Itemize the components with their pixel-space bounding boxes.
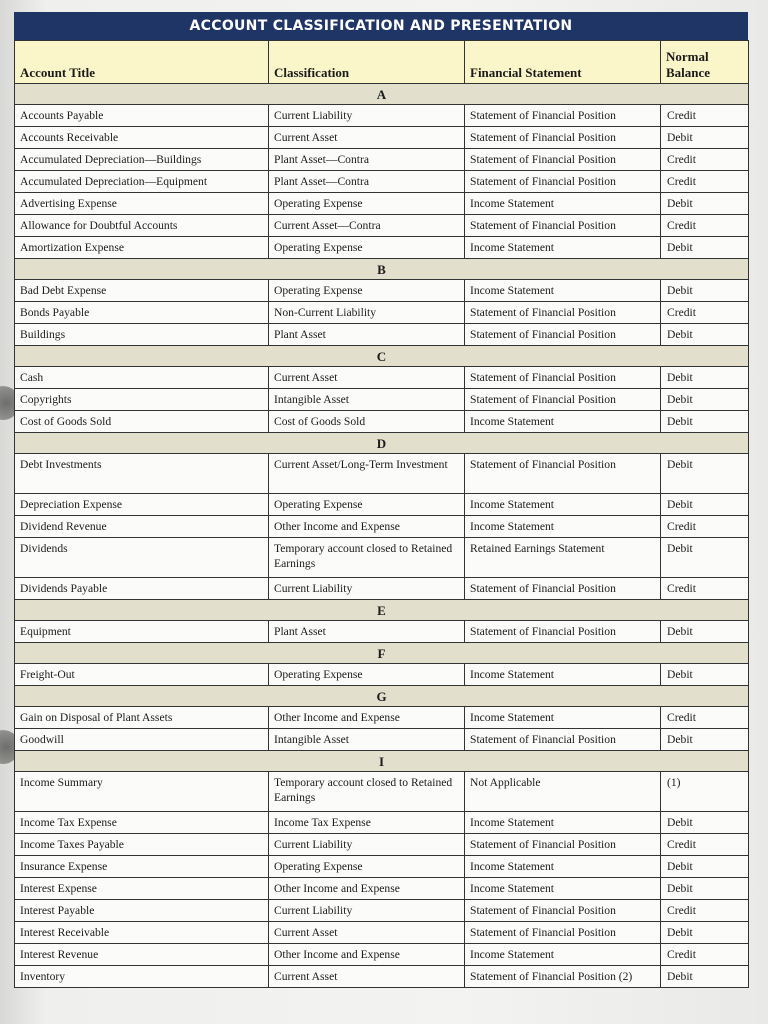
section-letter-row xyxy=(15,259,749,280)
cell-financial-statement: Statement of Financial Position xyxy=(465,215,661,237)
cell-normal-balance: Debit xyxy=(661,367,749,389)
table-row xyxy=(15,966,749,988)
cell-account-title: Accounts Receivable xyxy=(15,127,269,149)
cell-account-title: Inventory xyxy=(15,966,269,988)
cell-account-title: Bad Debt Expense xyxy=(15,280,269,302)
cell-financial-statement: Statement of Financial Position xyxy=(465,454,661,494)
cell-account-title: Accumulated Depreciation—Equipment xyxy=(15,171,269,193)
cell-classification: Operating Expense xyxy=(269,856,465,878)
cell-financial-statement: Statement of Financial Position xyxy=(465,578,661,600)
table-row xyxy=(15,494,749,516)
cell-financial-statement: Statement of Financial Position xyxy=(465,127,661,149)
cell-normal-balance: Debit xyxy=(661,454,749,494)
cell-normal-balance: Debit xyxy=(661,389,749,411)
section-letter-row xyxy=(15,751,749,772)
section-letter-row xyxy=(15,643,749,664)
header-financial-statement: Financial Statement xyxy=(465,41,661,84)
cell-classification: Operating Expense xyxy=(269,193,465,215)
table-row xyxy=(15,149,749,171)
cell-financial-statement: Statement of Financial Position xyxy=(465,621,661,643)
cell-financial-statement: Income Statement xyxy=(465,707,661,729)
cell-classification: Plant Asset—Contra xyxy=(269,171,465,193)
section-letter-cell xyxy=(15,751,749,772)
cell-normal-balance: Debit xyxy=(661,812,749,834)
table-row xyxy=(15,878,749,900)
cell-classification: Other Income and Expense xyxy=(269,707,465,729)
cell-normal-balance: Credit xyxy=(661,516,749,538)
classification-table xyxy=(14,40,749,988)
cell-financial-statement: Income Statement xyxy=(465,878,661,900)
section-letter-row xyxy=(15,600,749,621)
cell-financial-statement: Statement of Financial Position xyxy=(465,324,661,346)
cell-classification: Current Asset xyxy=(269,127,465,149)
section-letter: A xyxy=(376,86,387,102)
table-row xyxy=(15,454,749,494)
section-letter-row xyxy=(15,346,749,367)
cell-account-title: Copyrights xyxy=(15,389,269,411)
cell-normal-balance: Debit xyxy=(661,621,749,643)
cell-account-title: Income Taxes Payable xyxy=(15,834,269,856)
cell-normal-balance: Debit xyxy=(661,193,749,215)
table-row xyxy=(15,856,749,878)
section-letter: D xyxy=(376,435,387,451)
section-letter-cell xyxy=(15,433,749,454)
classification-document xyxy=(14,12,748,988)
cell-account-title: Amortization Expense xyxy=(15,237,269,259)
cell-normal-balance: Credit xyxy=(661,149,749,171)
cell-classification: Current Liability xyxy=(269,105,465,127)
table-row xyxy=(15,237,749,259)
cell-classification: Intangible Asset xyxy=(269,729,465,751)
cell-account-title: Income Summary xyxy=(15,772,269,812)
cell-classification: Temporary account closed to Retained Earnings xyxy=(269,538,465,578)
cell-account-title: Equipment xyxy=(15,621,269,643)
cell-account-title: Goodwill xyxy=(15,729,269,751)
cell-normal-balance: Debit xyxy=(661,538,749,578)
table-header-row xyxy=(15,41,749,84)
header-account-title: Account Title xyxy=(15,41,269,84)
section-letter-cell xyxy=(15,643,749,664)
table-row xyxy=(15,302,749,324)
cell-classification: Current Liability xyxy=(269,578,465,600)
table-row xyxy=(15,280,749,302)
section-letter-cell xyxy=(15,686,749,707)
page-title: ACCOUNT CLASSIFICATION AND PRESENTATION xyxy=(14,12,748,40)
section-letter: G xyxy=(376,688,387,704)
table-row xyxy=(15,707,749,729)
cell-normal-balance: Debit xyxy=(661,127,749,149)
cell-classification: Current Asset xyxy=(269,966,465,988)
cell-normal-balance: Credit xyxy=(661,105,749,127)
cell-classification: Operating Expense xyxy=(269,664,465,686)
cell-classification: Non-Current Liability xyxy=(269,302,465,324)
cell-account-title: Freight-Out xyxy=(15,664,269,686)
cell-account-title: Accounts Payable xyxy=(15,105,269,127)
table-row xyxy=(15,171,749,193)
cell-financial-statement: Statement of Financial Position xyxy=(465,149,661,171)
cell-financial-statement: Statement of Financial Position xyxy=(465,389,661,411)
header-classification: Classification xyxy=(269,41,465,84)
cell-financial-statement: Income Statement xyxy=(465,664,661,686)
cell-financial-statement: Income Statement xyxy=(465,411,661,433)
table-row xyxy=(15,812,749,834)
cell-classification: Plant Asset—Contra xyxy=(269,149,465,171)
cell-account-title: Accumulated Depreciation—Buildings xyxy=(15,149,269,171)
cell-normal-balance: Credit xyxy=(661,944,749,966)
table-row xyxy=(15,215,749,237)
table-row xyxy=(15,578,749,600)
cell-classification: Current Liability xyxy=(269,834,465,856)
cell-account-title: Depreciation Expense xyxy=(15,494,269,516)
cell-normal-balance: Debit xyxy=(661,966,749,988)
cell-normal-balance: Credit xyxy=(661,707,749,729)
cell-normal-balance: Debit xyxy=(661,856,749,878)
table-row xyxy=(15,516,749,538)
cell-financial-statement: Retained Earnings Statement xyxy=(465,538,661,578)
section-letter-row xyxy=(15,84,749,105)
table-body xyxy=(15,84,749,988)
cell-classification: Other Income and Expense xyxy=(269,516,465,538)
table-row xyxy=(15,772,749,812)
table-row xyxy=(15,922,749,944)
cell-financial-statement: Statement of Financial Position xyxy=(465,367,661,389)
cell-normal-balance: Debit xyxy=(661,324,749,346)
table-row xyxy=(15,538,749,578)
cell-normal-balance: Credit xyxy=(661,302,749,324)
section-letter-row xyxy=(15,433,749,454)
cell-classification: Temporary account closed to Retained Earnings xyxy=(269,772,465,812)
cell-account-title: Bonds Payable xyxy=(15,302,269,324)
table-row xyxy=(15,621,749,643)
cell-classification: Operating Expense xyxy=(269,280,465,302)
cell-normal-balance: Credit xyxy=(661,834,749,856)
cell-account-title: Allowance for Doubtful Accounts xyxy=(15,215,269,237)
section-letter-cell xyxy=(15,600,749,621)
section-letter: I xyxy=(378,753,385,769)
cell-account-title: Advertising Expense xyxy=(15,193,269,215)
cell-financial-statement: Income Statement xyxy=(465,812,661,834)
cell-classification: Other Income and Expense xyxy=(269,878,465,900)
cell-classification: Cost of Goods Sold xyxy=(269,411,465,433)
section-letter: B xyxy=(377,261,386,277)
cell-normal-balance: Debit xyxy=(661,237,749,259)
cell-account-title: Buildings xyxy=(15,324,269,346)
cell-financial-statement: Income Statement xyxy=(465,280,661,302)
cell-account-title: Dividends Payable xyxy=(15,578,269,600)
cell-classification: Current Liability xyxy=(269,900,465,922)
cell-classification: Intangible Asset xyxy=(269,389,465,411)
cell-normal-balance: Credit xyxy=(661,215,749,237)
table-row xyxy=(15,411,749,433)
cell-classification: Plant Asset xyxy=(269,621,465,643)
section-letter-cell xyxy=(15,346,749,367)
cell-financial-statement: Income Statement xyxy=(465,516,661,538)
table-row xyxy=(15,367,749,389)
section-letter: F xyxy=(377,645,386,661)
cell-normal-balance: Credit xyxy=(661,578,749,600)
cell-account-title: Interest Payable xyxy=(15,900,269,922)
cell-financial-statement: Statement of Financial Position xyxy=(465,302,661,324)
cell-financial-statement: Statement of Financial Position xyxy=(465,900,661,922)
table-row xyxy=(15,193,749,215)
cell-normal-balance: Debit xyxy=(661,922,749,944)
cell-account-title: Interest Receivable xyxy=(15,922,269,944)
header-normal-balance xyxy=(661,41,749,84)
table-row xyxy=(15,944,749,966)
cell-account-title: Interest Expense xyxy=(15,878,269,900)
cell-normal-balance: Debit xyxy=(661,729,749,751)
cell-normal-balance: Credit xyxy=(661,171,749,193)
header-normal-balance-line1: Normal xyxy=(666,49,709,64)
section-letter-row xyxy=(15,686,749,707)
cell-normal-balance: Debit xyxy=(661,878,749,900)
table-row xyxy=(15,729,749,751)
cell-financial-statement: Income Statement xyxy=(465,856,661,878)
cell-account-title: Cost of Goods Sold xyxy=(15,411,269,433)
cell-normal-balance: (1) xyxy=(661,772,749,812)
table-row xyxy=(15,105,749,127)
cell-classification: Other Income and Expense xyxy=(269,944,465,966)
section-letter-cell xyxy=(15,259,749,280)
cell-classification: Operating Expense xyxy=(269,237,465,259)
cell-account-title: Gain on Disposal of Plant Assets xyxy=(15,707,269,729)
section-letter: E xyxy=(377,602,386,618)
cell-account-title: Dividend Revenue xyxy=(15,516,269,538)
cell-account-title: Debt Investments xyxy=(15,454,269,494)
cell-financial-statement: Statement of Financial Position xyxy=(465,729,661,751)
cell-financial-statement: Statement of Financial Position xyxy=(465,922,661,944)
cell-classification: Income Tax Expense xyxy=(269,812,465,834)
section-letter-cell xyxy=(15,84,749,105)
cell-account-title: Cash xyxy=(15,367,269,389)
cell-normal-balance: Credit xyxy=(661,900,749,922)
table-row xyxy=(15,900,749,922)
cell-normal-balance: Debit xyxy=(661,664,749,686)
cell-normal-balance: Debit xyxy=(661,411,749,433)
cell-financial-statement: Income Statement xyxy=(465,494,661,516)
cell-financial-statement: Statement of Financial Position (2) xyxy=(465,966,661,988)
cell-classification: Current Asset xyxy=(269,922,465,944)
cell-financial-statement: Not Applicable xyxy=(465,772,661,812)
cell-account-title: Insurance Expense xyxy=(15,856,269,878)
cell-financial-statement: Statement of Financial Position xyxy=(465,171,661,193)
cell-account-title: Dividends xyxy=(15,538,269,578)
section-letter: C xyxy=(376,348,387,364)
cell-classification: Current Asset—Contra xyxy=(269,215,465,237)
cell-normal-balance: Debit xyxy=(661,280,749,302)
cell-normal-balance: Debit xyxy=(661,494,749,516)
table-row xyxy=(15,324,749,346)
table-row xyxy=(15,127,749,149)
cell-classification: Operating Expense xyxy=(269,494,465,516)
cell-financial-statement: Income Statement xyxy=(465,193,661,215)
cell-financial-statement: Income Statement xyxy=(465,237,661,259)
table-row xyxy=(15,834,749,856)
header-normal-balance-line2: Balance xyxy=(666,65,711,80)
cell-account-title: Income Tax Expense xyxy=(15,812,269,834)
cell-financial-statement: Income Statement xyxy=(465,944,661,966)
cell-classification: Current Asset/Long-Term Investment xyxy=(269,454,465,494)
cell-classification: Plant Asset xyxy=(269,324,465,346)
cell-classification: Current Asset xyxy=(269,367,465,389)
cell-account-title: Interest Revenue xyxy=(15,944,269,966)
table-row xyxy=(15,389,749,411)
cell-financial-statement: Statement of Financial Position xyxy=(465,105,661,127)
cell-financial-statement: Statement of Financial Position xyxy=(465,834,661,856)
table-row xyxy=(15,664,749,686)
